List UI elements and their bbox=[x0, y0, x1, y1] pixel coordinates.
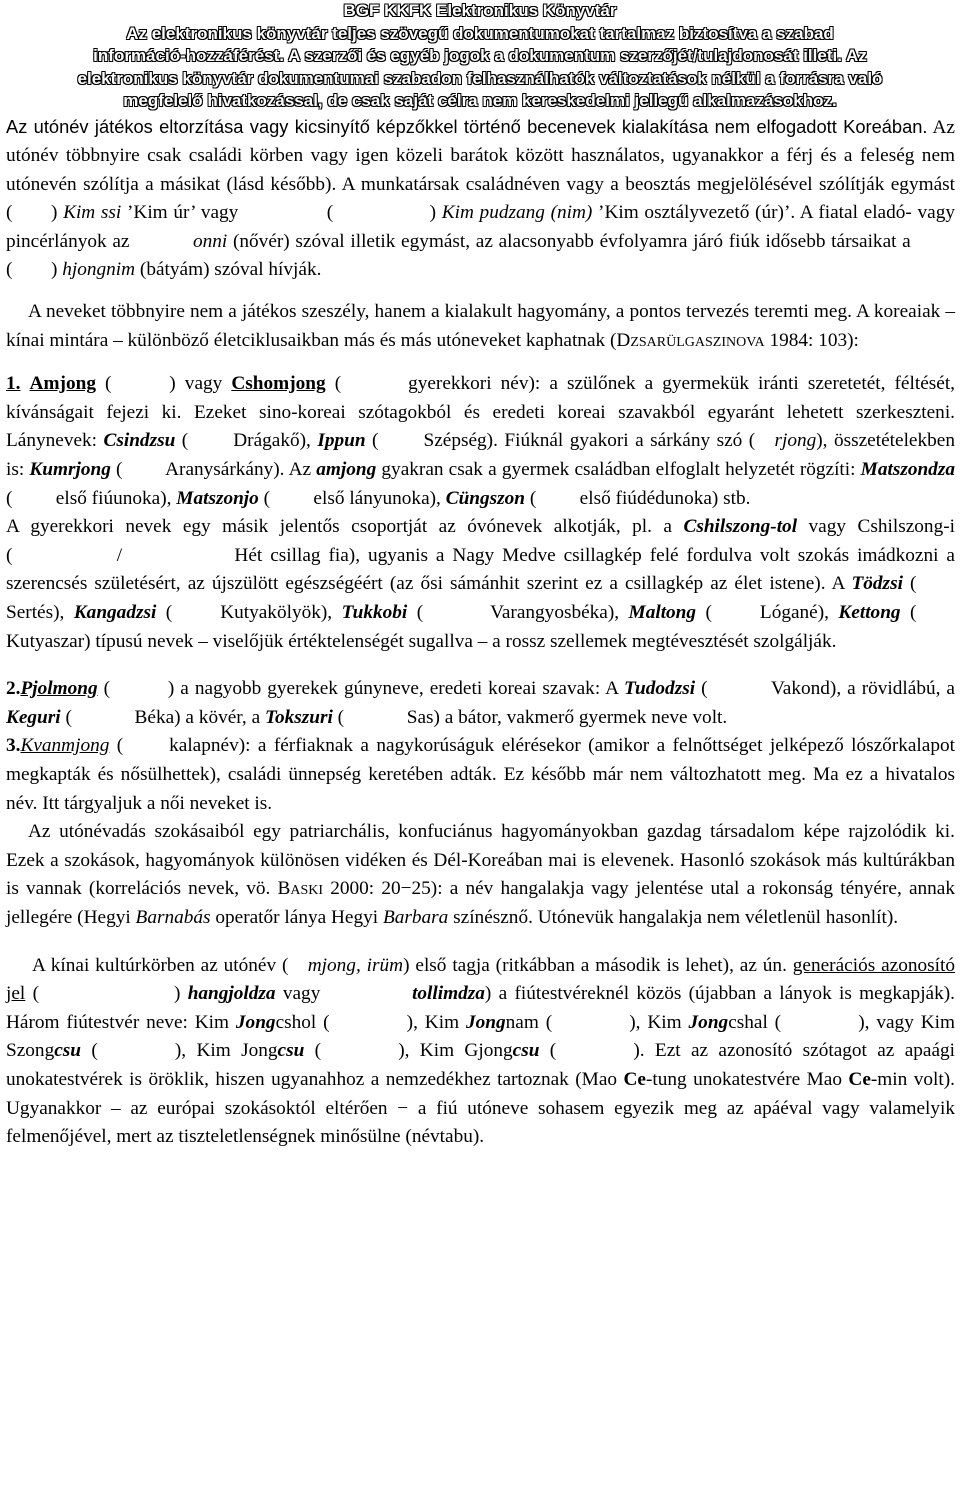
term: Kangadzsi bbox=[73, 602, 157, 623]
header-notice-line: Az elektronikus könyvtár teljes szövegű dokumentumokat tartalmaz biztosítva a szabad bbox=[126, 23, 834, 43]
text-run: ( kalapnév): a férfiaknak a nagykorúságuk elérésekor (amikor a felnőttséget jelképező lószőrkalapot megkapták és nősülhettek), családi ünnepség keretében adták. Ez később már nem változhatott meg. Ma ez a hivatalos név. Itt tárgyaljuk a női neveket is. bbox=[6, 735, 955, 814]
sentence: Az utónév játékos eltorzítása vagy kicsinyítő képzőkkel történő becenevek kialakítása nem elfogadott Koreában. bbox=[6, 115, 928, 137]
text-run: ( ) vagy bbox=[95, 373, 232, 395]
paragraph bbox=[6, 818, 955, 932]
paragraph bbox=[6, 113, 955, 286]
text-run: A kínai kultúrkörben az utónév ( bbox=[32, 954, 308, 976]
text-run: ( ) a nagyobb gyerekek gúnyneve, eredeti koreai szavak: A bbox=[97, 678, 624, 700]
text-run: (bátyám) szóval hívják. bbox=[135, 259, 322, 281]
citation-author: Baski bbox=[277, 878, 324, 900]
paragraph bbox=[6, 298, 955, 355]
header-title: BGF KKFK Elektronikus Könyvtár bbox=[343, 1, 617, 20]
term: Tokszuri bbox=[264, 706, 333, 728]
text-run: ) a fiútestvéreknél közös (újabban a lányok is megkapják). Három fiútestvér neve: Kim bbox=[6, 983, 955, 1033]
term: Barnabás bbox=[135, 906, 211, 928]
term: hjongnim bbox=[62, 259, 136, 281]
item-number: 1. bbox=[6, 373, 21, 395]
term: Kim pudzang (nim) bbox=[441, 202, 593, 224]
spacer bbox=[6, 933, 955, 952]
header-notice-line: megfelelő hivatkozással, de csak saját célra nem kereskedelmi jellegű alkalmazásokhoz. bbox=[123, 91, 837, 110]
term: Kumrjong bbox=[29, 459, 111, 481]
text-run: ( ). Ezt az azonosító szótagot az apaági unokatestvérek is öröklik, hiszen ugyanahhoz a nemzedékhez tartoznak (Mao bbox=[6, 1040, 956, 1090]
item-number: 2. bbox=[6, 678, 21, 700]
text-run: ( ) bbox=[25, 983, 188, 1005]
paragraph bbox=[6, 513, 955, 656]
term: Matszonjo bbox=[176, 487, 259, 509]
text-run: ) első tagja (ritkábban a második is lehet), az ún. bbox=[403, 954, 793, 976]
term: hangjoldza bbox=[187, 983, 276, 1005]
text-run: vagy bbox=[275, 983, 413, 1005]
term: Kettong bbox=[838, 602, 901, 623]
text-run: ( Kutyakölyök), bbox=[156, 602, 342, 623]
text-run: ( Szépség). Fiúknál gyakori a sárkány szó ( bbox=[365, 430, 775, 452]
text-run: ( Drágakő), bbox=[175, 430, 318, 452]
term: Kvanmjong bbox=[20, 735, 110, 757]
text-run: cshol ( ), Kim bbox=[275, 1011, 466, 1033]
text-run: ( gyerekkori név): a szülőnek a gyermekük iránti szeretetét, féltését, kívánságait fejezi ki. Ezeket sino-koreai szótagokból és eredeti koreai szavakból egyaránt lehetett szerkeszteni. Lánynevek: bbox=[6, 373, 955, 452]
term: Jong bbox=[235, 1011, 276, 1033]
term: rjong bbox=[774, 430, 817, 452]
list-item bbox=[6, 370, 955, 513]
text-run: nam ( ), Kim bbox=[505, 1011, 689, 1033]
term: Amjong bbox=[29, 373, 96, 395]
text-run: ( Varangyosbéka), bbox=[407, 602, 629, 623]
list-item bbox=[6, 732, 955, 818]
item-number: 3. bbox=[6, 735, 21, 757]
text-run: ( Lógané), bbox=[696, 602, 839, 623]
text-run: ’Kim osztályvezető (úr)’. A fiatal eladó- vagy pincérlányok az bbox=[6, 202, 955, 252]
header-notice-line: elektronikus könyvtár dokumentumai szabadon felhasználhatók változtatások nélkül a forrásra való bbox=[77, 68, 883, 88]
spacer bbox=[6, 285, 955, 298]
text-run: A gyerekkori nevek egy másik jelentős csoportját az óvónevek alkotják, pl. a bbox=[6, 516, 684, 538]
text-run: ( ), Kim Gjong bbox=[304, 1040, 513, 1062]
term: csu bbox=[512, 1040, 540, 1062]
list-item bbox=[6, 675, 955, 732]
text-run: ( Sas) a bátor, vakmerő gyermek neve volt. bbox=[332, 706, 728, 728]
citation-author: Dzsarülgaszinova bbox=[616, 329, 765, 351]
term: mjong, irüm bbox=[307, 954, 404, 976]
document-body bbox=[0, 113, 960, 1152]
term: Tukkobi bbox=[341, 602, 408, 623]
text-run: vagy Cshilszong-i ( / Hét csillag fia), ugyanis a Nagy Medve csillagkép felé fordulva volt szokás imádkozni a szerencsés születésért, az újszülött egészségéért (az ősi sámánhit szerint ez a csillagkép az élet istene). A bbox=[6, 516, 955, 595]
term: Csindzsu bbox=[103, 430, 176, 452]
term: Keguri bbox=[6, 706, 61, 728]
text-run: ( első fiúunoka), bbox=[6, 487, 177, 509]
paragraph bbox=[6, 952, 955, 1152]
term: Tödzsi bbox=[851, 573, 903, 595]
library-header bbox=[4, 0, 956, 113]
text-run: ), összetételekben is: bbox=[6, 430, 955, 481]
text-run: 1984: 103): bbox=[764, 329, 859, 351]
text-run: ( Kutyaszar) típusú nevek – viselőjük értéktelenségét sugallva – a rossz szellemek megtévesztését szolgálják. bbox=[6, 602, 955, 652]
term: Cshilszong-tol bbox=[683, 516, 798, 538]
spacer bbox=[6, 355, 955, 370]
text-run: A neveket többnyire nem a játékos szeszély, hanem a kialakult hagyomány, a pontos tervezés teremti meg. A koreaiak – kínai mintára – különböző életciklusaikban más és más utóneveket kaphatnak ( bbox=[6, 301, 955, 351]
term: Tudodzsi bbox=[623, 678, 696, 700]
term: Ippun bbox=[317, 430, 366, 452]
spacer bbox=[6, 656, 955, 675]
term: amjong bbox=[316, 459, 377, 481]
term: csu bbox=[54, 1040, 81, 1062]
term: csu bbox=[277, 1040, 305, 1062]
term: generációs azonosító jel bbox=[6, 954, 955, 1005]
text-run: ( ), Kim Jong bbox=[81, 1040, 278, 1062]
text-run: Az utónévadás szokásaiból egy patriarchális, konfuciánus hagyományokban gazdag társadalom képe rajzolódik ki. Ezek a szokások, hagyományok különösen vidéken és Dél-Koreában mai is elevenek. Hasonló szokások más kultúrákban is vannak (korrelációs nevek, vö. bbox=[6, 821, 955, 900]
term: Barbara bbox=[382, 906, 449, 928]
term: Cüngszon bbox=[445, 487, 526, 509]
term: Jong bbox=[688, 1011, 729, 1033]
term: Ce bbox=[848, 1068, 871, 1090]
sentence: Az utónév többnyire csak családi körben vagy igen közeli barátok között használatos, ugyanakkor a férj és a feleség nem utónevén szólítja a másikat (lásd később). A munkatársak családnéven vagy a beosztás megjelölésével szólítják egymást ( ) bbox=[6, 116, 955, 224]
text-run: ( első lányunoka), bbox=[258, 487, 446, 509]
text-run: ( első fiúdédunoka) stb. bbox=[525, 487, 751, 509]
text-run: gyakran csak a gyermek családban elfoglalt helyzetét rögzíti: bbox=[376, 459, 861, 481]
text-run: ( Vakond), a rövidlábú, a bbox=[695, 678, 955, 700]
text-run: operatőr lánya Hegyi bbox=[210, 906, 383, 928]
header-notice-line: információ-hozzáférést. A szerzői és egyéb jogok a dokumentum szerzőjét/tulajdonosát illeti. Az bbox=[93, 46, 867, 65]
term: Matszondza bbox=[860, 459, 955, 481]
text-run: cshal ( ), vagy Kim Szong bbox=[6, 1011, 955, 1062]
term: Ce bbox=[623, 1068, 646, 1090]
text-run: -min volt). Ugyanakkor – az európai szokásoktól eltérően − a fiú utóneve sohasem egyezik meg az apáéval vagy valamelyik felmenőjével, mert az tiszteletlenségnek minősülne (névtabu). bbox=[6, 1068, 955, 1148]
term: tollimdza bbox=[412, 983, 485, 1005]
text-run: ( Aranysárkány). Az bbox=[110, 459, 317, 481]
term: Kim ssi bbox=[63, 202, 122, 224]
text-run: ( Sertés), bbox=[6, 573, 955, 623]
term: onni bbox=[193, 230, 228, 252]
term: Maltong bbox=[628, 602, 697, 623]
text-run: színésznő. Utónevük hangalakja nem véletlenül hasonlít). bbox=[448, 906, 899, 928]
text-run: (nővér) szóval illetik egymást, az alacsonyabb évfolyamra járó fiúk idősebb társaikat a ( ) bbox=[6, 230, 955, 281]
text-run: ( Béka) a kövér, a bbox=[60, 706, 265, 728]
text-run: -tung unokatestvére Mao bbox=[645, 1068, 849, 1090]
term: Jong bbox=[465, 1011, 506, 1033]
text-run: ’Kim úr’ vagy ( ) bbox=[121, 202, 442, 224]
term: Pjolmong bbox=[20, 678, 98, 700]
term: Cshomjong bbox=[231, 373, 326, 395]
text-run: 2000: 20−25): a név hangalakja vagy jelentése utal a rokonság tényére, annak jellegére (Hegyi bbox=[6, 878, 955, 928]
